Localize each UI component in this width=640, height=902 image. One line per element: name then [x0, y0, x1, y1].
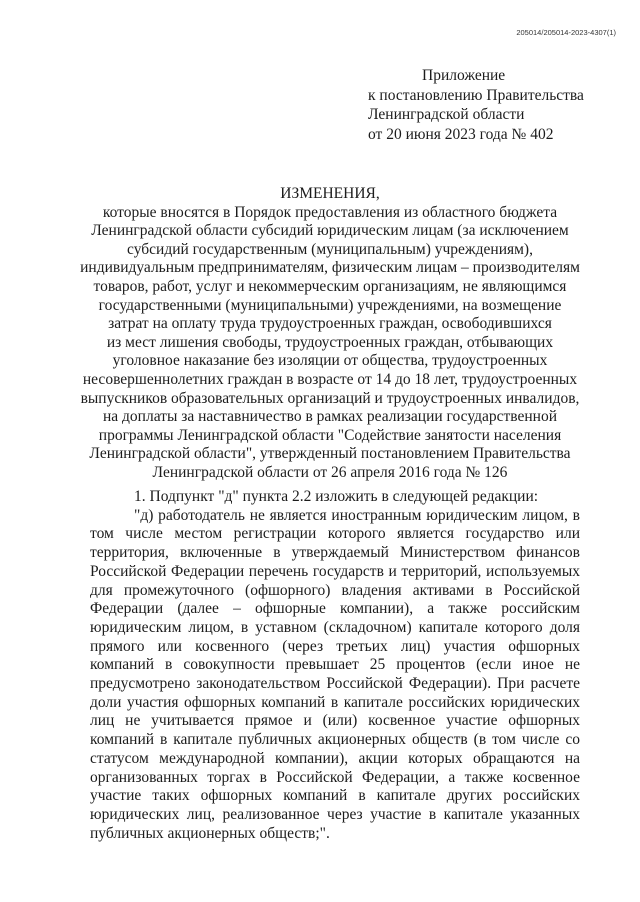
appendix-line: к постановлению Правительства	[368, 86, 584, 104]
item-1-heading: 1. Подпункт "д" пункта 2.2 изложить в следующей редакции:	[134, 488, 539, 505]
title-line: государственными (муниципальными) учреждениями, на возмещение	[98, 296, 562, 314]
appendix-block	[368, 66, 584, 144]
title-line: индивидуальным предпринимателям, физическим лицам – производителям	[80, 259, 580, 277]
title-line: затрат на оплату труда трудоустроенных граждан, освободившихся	[108, 315, 552, 333]
title-line: несовершеннолетних граждан в возрасте от 14 до 18 лет, трудоустроенных	[82, 370, 578, 388]
title-line: Ленинградской области субсидий юридическим лицам (за исключением	[91, 222, 569, 240]
item-1-text: "д) работодатель не является иностранным юридическим лицом, в том числе местом регистрации которого является государство или территория, включенные в утверждаемый Министерством финансов Российской Федерации перечень государств и территорий, используемых для промежуточного (офшорного) владения активами в Российской Федерации (далее – офшорные компании), а также российским юридическим лицом, в уставном (складочном) капитале которого доля прямого или косвенного (через третьих лиц) участия офшорных компаний в совокупности превышает 25 процентов (если иное не предусмотрено законодательством Российской Федерации). При расчете доли участия офшорных компаний в капитале российских юридических лиц не учитывается прямое и (или) косвенное участие офшорных компаний в капитале публичных акционерных обществ (в том числе со статусом международной компании), акции которых обращаются на организованных торгах в Российской Федерации, а также косвенное участие таких офшорных компаний в капитале других российских юридических лиц, реализованное через участие в капитале указанных публичных акционерных обществ;".	[90, 506, 580, 842]
title-line: из мест лишения свободы, трудоустроенных граждан, отбывающих	[106, 333, 554, 351]
document-title	[70, 185, 590, 483]
title-line: Ленинградской области", утвержденный постановлением Правительства	[89, 445, 571, 463]
title-line: товаров, работ, услуг и некоммерческим организациям, не являющимся	[93, 277, 567, 295]
appendix-line: от 20 июня 2023 года № 402	[368, 125, 554, 143]
title-heading: ИЗМЕНЕНИЯ,	[280, 185, 380, 202]
document-body	[90, 488, 580, 843]
title-line: программы Ленинградской области "Содействие занятости населения	[98, 426, 562, 444]
title-line: уголовное наказание без изоляции от общества, трудоустроенных	[112, 352, 548, 370]
document-id: 205014/205014-2023-4307(1)	[516, 28, 616, 37]
appendix-line: Приложение	[422, 67, 506, 84]
title-line: которые вносятся в Порядок предоставления из областного бюджета	[102, 203, 558, 221]
appendix-line: Ленинградской области	[368, 106, 525, 123]
title-line: на доплаты за наставничество в рамках реализации государственной	[102, 408, 558, 426]
title-line: субсидий государственным (муниципальным) учреждениям),	[127, 240, 533, 258]
title-line: выпускников образовательных организаций и трудоустроенных инвалидов,	[80, 389, 580, 407]
title-line: Ленинградской области от 26 апреля 2016 года № 126	[152, 463, 508, 481]
